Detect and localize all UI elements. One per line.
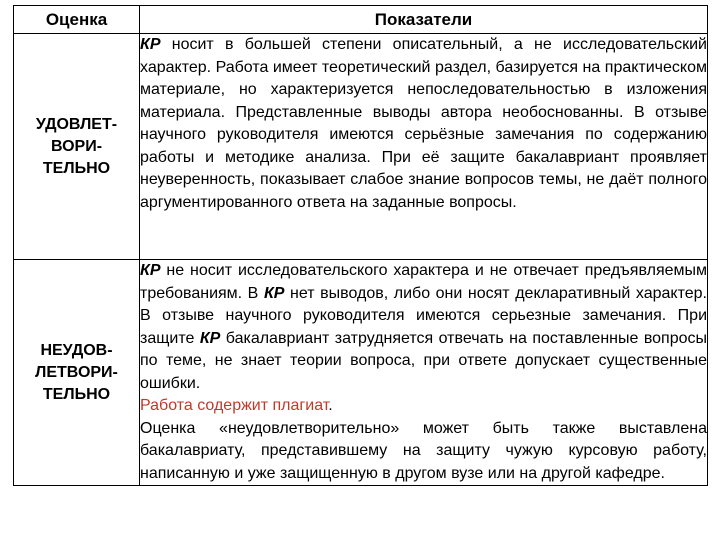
paragraph-text: не носит исследовательского характера и не отвечает предъявляемым требованиям. В	[140, 262, 707, 302]
header-row	[14, 6, 708, 34]
grade-label-line: ЛЕТВОРИ-	[35, 363, 118, 381]
kr-abbreviation: КР	[140, 36, 161, 53]
kr-abbreviation: КР	[140, 262, 161, 279]
kr-abbreviation: КР	[199, 329, 221, 347]
kr-abbreviation: КР	[263, 284, 285, 302]
indicators-cell-unsatisfactory	[140, 260, 708, 486]
indicators-paragraph	[140, 260, 707, 395]
indicators-paragraph	[140, 34, 707, 214]
indicators-column-header: Показатели	[140, 6, 708, 34]
grade-column-header: Оценка	[14, 6, 140, 34]
table-row-unsatisfactory	[14, 260, 708, 486]
paragraph-text: бакалавриант затрудняется отвечать на поставленные вопросы по теме, не знает теории вопроса, при ответе допускает существенные ошибки.	[140, 329, 708, 392]
grade-cell-unsatisfactory	[14, 260, 140, 486]
table-row-satisfactory	[14, 34, 708, 260]
grade-label-line: ТЕЛЬНО	[42, 385, 111, 403]
paragraph-text: носит в большей степени описательный, а не исследовательский характер. Работа имеет теоретический раздел, базируется на практическом материале, но характеризуется непоследовательностью в изложения материала. Представленные выводы автора необоснованны. В отзыве научного руководителя имеются серьёзные замечания по содержанию работы и методике анализа. При её защите бакалавриант проявляет неуверенность, показывает слабое знание вопросов темы, не даёт полного аргументированного ответа на заданные вопросы.	[140, 36, 707, 211]
grade-label-line: ТЕЛЬНО	[42, 159, 111, 177]
plagiarism-text: Работа содержит плагиат	[140, 397, 329, 414]
indicators-cell-satisfactory	[140, 34, 708, 260]
indicators-paragraph: Оценка «неудовлетворительно» может быть также выставлена бакалавриату, представившему на защиту чужую курсовую работу, написанную и уже защищенную в другом вузе или на другой кафедре.	[140, 419, 707, 482]
grading-criteria-table	[13, 5, 708, 486]
grade-cell-satisfactory	[14, 34, 140, 260]
plagiarism-period: .	[328, 397, 333, 414]
grade-label-line: ВОРИ-	[50, 137, 103, 155]
grade-label-line: НЕУДОВ-	[40, 341, 113, 359]
paragraph-text: нет выводов, либо они носят декларативный характер. В отзыве научного руководителя имеются серьезные замечания. При защите	[140, 284, 708, 347]
grade-label-line: УДОВЛЕТ-	[35, 115, 118, 133]
plagiarism-note	[140, 395, 707, 418]
